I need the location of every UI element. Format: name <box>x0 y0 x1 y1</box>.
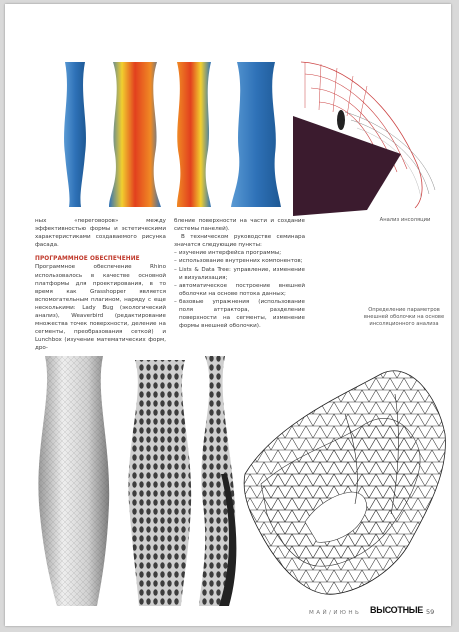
tech-guide-list <box>174 249 305 330</box>
list-item: – изучение интерфейса программы; <box>174 249 305 257</box>
caption-insolation: Анализ инсоляции <box>379 217 431 223</box>
ground-plane <box>293 116 401 216</box>
col1-continuation: ных «переговоров» между эффективностью формы и эстетическими характеристиками создаваемого рисунка фасада. <box>35 218 166 249</box>
magazine-page <box>5 4 451 626</box>
col2-intro: В техническом руководстве семинара значатся следующие пункты: <box>174 234 305 249</box>
tower-model <box>337 110 345 130</box>
tower-perforated <box>128 360 191 606</box>
caption-shell-parameters: Определение параметров внешней оболочки на основе инсоляционного анализа <box>363 307 445 327</box>
list-item: – базовые упражнения (использование поля аттрактора, разделение поверхности на сегменты, изменение формы внешней оболочки). <box>174 298 305 330</box>
issue-month: МАЙ/ИЮНЬ <box>309 610 362 616</box>
text-column-left <box>35 217 166 353</box>
shell-model-figures <box>5 354 451 612</box>
sun-path-diagram <box>293 62 435 216</box>
tower-blue-left <box>64 62 86 207</box>
section-heading: ПРОГРАММНОЕ ОБЕСПЕЧЕНИЕ <box>35 256 140 263</box>
page-footer <box>5 604 451 626</box>
list-item: – использование внутренних компонентов; <box>174 257 305 265</box>
text-column-right <box>174 217 305 330</box>
page-number: 59 <box>426 608 435 616</box>
col2-continuation: бление поверхности на части и создание системы панелей). <box>174 218 305 233</box>
tower-heat-1 <box>109 62 161 207</box>
magazine-logo: ВЫСОТНЫЕ <box>370 605 423 615</box>
list-item: – Lists & Data Tree: управление, изменение и визуализация; <box>174 266 305 282</box>
col1-body: Программное обеспечение Rhino использовалось в качестве основной платформы для проектирования, в то время как Grasshopper является вспомогательным плагином, наряду с еще несколькими: Lady Bug (экологический анализ), Weaverbird (редактирование множества точек поверхности, деление на сегменты, преобразования сеткой) и Lunchbox (изучение математических форм, дро- <box>35 264 166 352</box>
insolation-analysis-figures <box>5 4 451 219</box>
triangulated-shell <box>244 371 445 595</box>
list-item: – автоматическое построение внешней оболочки на основе потока данных; <box>174 282 305 298</box>
tower-blue-right <box>231 62 281 207</box>
tower-heat-2 <box>177 62 211 207</box>
